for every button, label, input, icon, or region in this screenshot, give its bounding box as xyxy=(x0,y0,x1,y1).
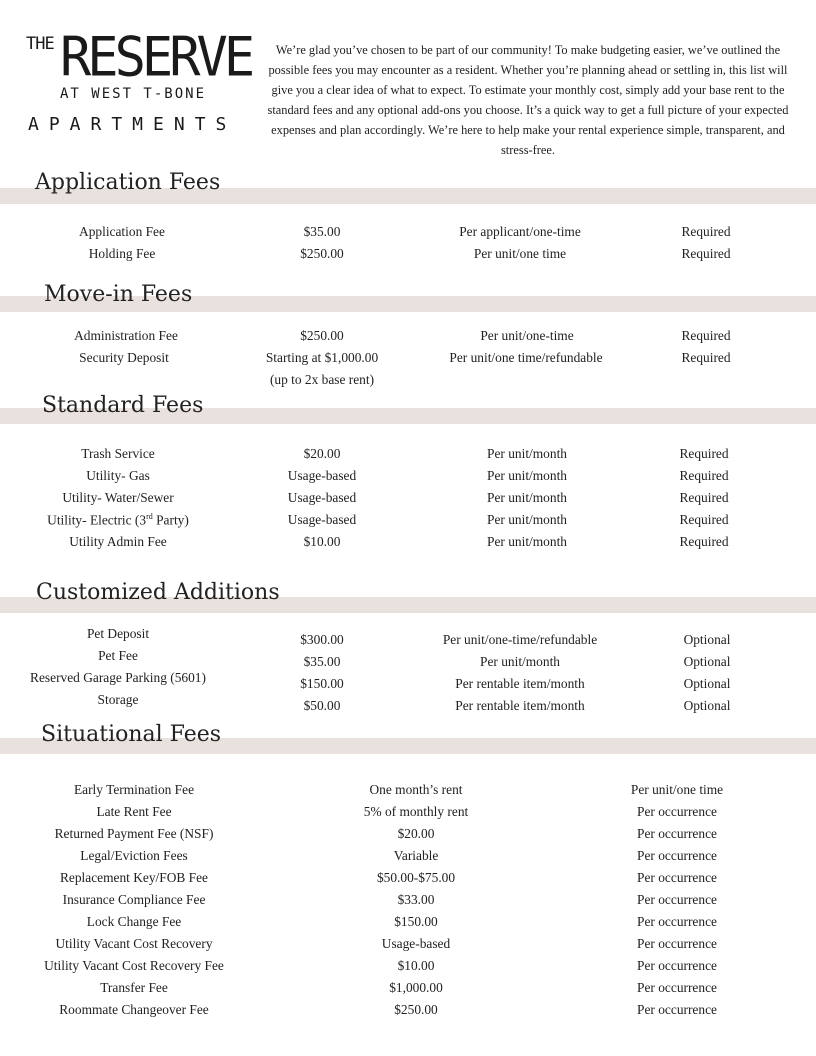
fee-status: Required xyxy=(681,246,731,261)
fee-status: Required xyxy=(679,490,729,505)
fee-name: Application Fee xyxy=(79,224,165,239)
fee-name: Lock Change Fee xyxy=(86,914,182,929)
fee-amount: $1,000.00 xyxy=(389,980,443,995)
fee-basis: Per unit/month xyxy=(487,468,567,483)
logo-apartments: APARTMENTS xyxy=(28,114,237,135)
fee-amount: $250.00 xyxy=(300,246,344,261)
fee-amount: $33.00 xyxy=(397,892,435,907)
fee-amount: $50.00 xyxy=(303,698,341,713)
fee-basis: Per occurrence xyxy=(637,980,717,995)
fee-amount: $20.00 xyxy=(303,446,341,461)
fee-basis: Per unit/month xyxy=(487,446,567,461)
fee-name: Transfer Fee xyxy=(100,980,168,995)
fee-status: Optional xyxy=(683,698,731,713)
fee-status: Optional xyxy=(683,676,731,691)
fee-name: Insurance Compliance Fee xyxy=(62,892,206,907)
section-title-movein: Move-in Fees xyxy=(44,282,193,307)
fee-basis: Per unit/one time xyxy=(630,782,724,797)
fee-basis: Per rentable item/month xyxy=(455,676,585,691)
fee-name: Utility Vacant Cost Recovery Fee xyxy=(44,958,224,973)
fee-basis: Per occurrence xyxy=(637,914,717,929)
fee-name: Administration Fee xyxy=(74,328,178,343)
fee-amount: $35.00 xyxy=(303,224,341,239)
fee-amount: $20.00 xyxy=(397,826,435,841)
fee-status: Required xyxy=(679,446,729,461)
fee-amount-note: (up to 2x base rent) xyxy=(269,372,375,387)
fee-basis: Per occurrence xyxy=(637,870,717,885)
fee-basis: Per applicant/one-time xyxy=(459,224,581,239)
fee-name: Holding Fee xyxy=(88,246,156,261)
fee-amount: Usage-based xyxy=(287,512,357,527)
section-title-application: Application Fees xyxy=(35,170,221,195)
fee-name: Roommate Changeover Fee xyxy=(59,1002,209,1017)
fee-basis: Per unit/month xyxy=(487,512,567,527)
fee-amount: Usage-based xyxy=(287,490,357,505)
fee-amount: $150.00 xyxy=(394,914,438,929)
logo-the: THE xyxy=(26,34,54,54)
fee-name: Utility Admin Fee xyxy=(69,534,167,549)
fee-basis: Per unit/one time xyxy=(473,246,567,261)
fee-name: Returned Payment Fee (NSF) xyxy=(54,826,214,841)
section-title-standard: Standard Fees xyxy=(42,393,204,418)
section-title-custom: Customized Additions xyxy=(36,580,280,605)
fee-basis: Per unit/one-time/refundable xyxy=(442,632,598,647)
fee-status: Required xyxy=(681,328,731,343)
fee-name: Late Rent Fee xyxy=(96,804,172,819)
fee-basis: Per occurrence xyxy=(637,848,717,863)
fee-basis: Per unit/one time/refundable xyxy=(449,350,603,365)
fee-name: Early Termination Fee xyxy=(73,782,195,797)
fee-name-part: Party) xyxy=(152,512,189,528)
fee-name: Legal/Eviction Fees xyxy=(80,848,188,863)
fee-name: Storage xyxy=(97,692,139,707)
fee-basis: Per unit/month xyxy=(487,534,567,549)
fee-amount: $250.00 xyxy=(394,1002,438,1017)
fee-basis: Per unit/month xyxy=(480,654,560,669)
fee-amount: Variable xyxy=(393,848,439,863)
fee-amount: 5% of monthly rent xyxy=(363,804,469,819)
fee-name xyxy=(47,512,189,528)
fee-name: Reserved Garage Parking (5601) xyxy=(30,670,206,685)
fee-status: Required xyxy=(679,534,729,549)
fee-status: Optional xyxy=(683,632,731,647)
fee-basis: Per occurrence xyxy=(637,958,717,973)
section-title-situational: Situational Fees xyxy=(41,722,222,747)
fee-name: Pet Deposit xyxy=(86,626,150,641)
fee-amount: $300.00 xyxy=(300,632,344,647)
fee-basis: Per occurrence xyxy=(637,826,717,841)
logo-reserve: RESERVE xyxy=(60,26,252,89)
fee-amount: $10.00 xyxy=(303,534,341,549)
fee-status: Required xyxy=(679,468,729,483)
property-logo xyxy=(26,26,252,140)
fee-basis: Per occurrence xyxy=(637,936,717,951)
logo-subtitle: AT WEST T-BONE xyxy=(60,86,207,102)
fee-amount: $35.00 xyxy=(303,654,341,669)
fee-amount: $250.00 xyxy=(300,328,344,343)
fee-name: Security Deposit xyxy=(79,350,169,365)
fee-amount: Usage-based xyxy=(287,468,357,483)
fee-amount: One month’s rent xyxy=(369,782,463,797)
fee-basis: Per occurrence xyxy=(637,892,717,907)
fee-name: Utility Vacant Cost Recovery xyxy=(55,936,213,951)
fee-status: Optional xyxy=(683,654,731,669)
fee-name: Utility- Water/Sewer xyxy=(62,490,174,505)
fee-name-part: Utility- Electric (3 xyxy=(47,512,147,528)
fee-basis: Per occurrence xyxy=(637,1002,717,1017)
fee-status: Required xyxy=(681,224,731,239)
fee-name: Pet Fee xyxy=(98,648,138,663)
fee-name: Replacement Key/FOB Fee xyxy=(59,870,209,885)
fee-name-superscript: rd xyxy=(146,512,153,521)
intro-paragraph: We’re glad you’ve chosen to be part of our community! To make budgeting easier, we’ve outlined the possible fees you may encounter as a resident. Whether you’re planning ahead or settling in, this list will give you a clear idea of what to expect. To estimate your monthly cost, simply add your base rent to the standard fees and any optional add-ons you choose. It’s a quick way to get a full picture of your expected expenses and plan accordingly. We’re here to help make your rental experience simple, transparent, and stress-free. xyxy=(267,43,789,157)
fee-amount: $10.00 xyxy=(397,958,435,973)
fee-amount: Starting at $1,000.00 xyxy=(265,350,379,365)
fee-name: Utility- Gas xyxy=(86,468,150,483)
fee-amount: $150.00 xyxy=(300,676,344,691)
fee-basis: Per unit/one-time xyxy=(480,328,574,343)
fee-status: Required xyxy=(679,512,729,527)
fee-amount: $50.00-$75.00 xyxy=(376,870,456,885)
fee-amount: Usage-based xyxy=(381,936,451,951)
fee-basis: Per occurrence xyxy=(637,804,717,819)
fee-name: Trash Service xyxy=(81,446,155,461)
fee-basis: Per unit/month xyxy=(487,490,567,505)
fee-basis: Per rentable item/month xyxy=(455,698,585,713)
fee-status: Required xyxy=(681,350,731,365)
